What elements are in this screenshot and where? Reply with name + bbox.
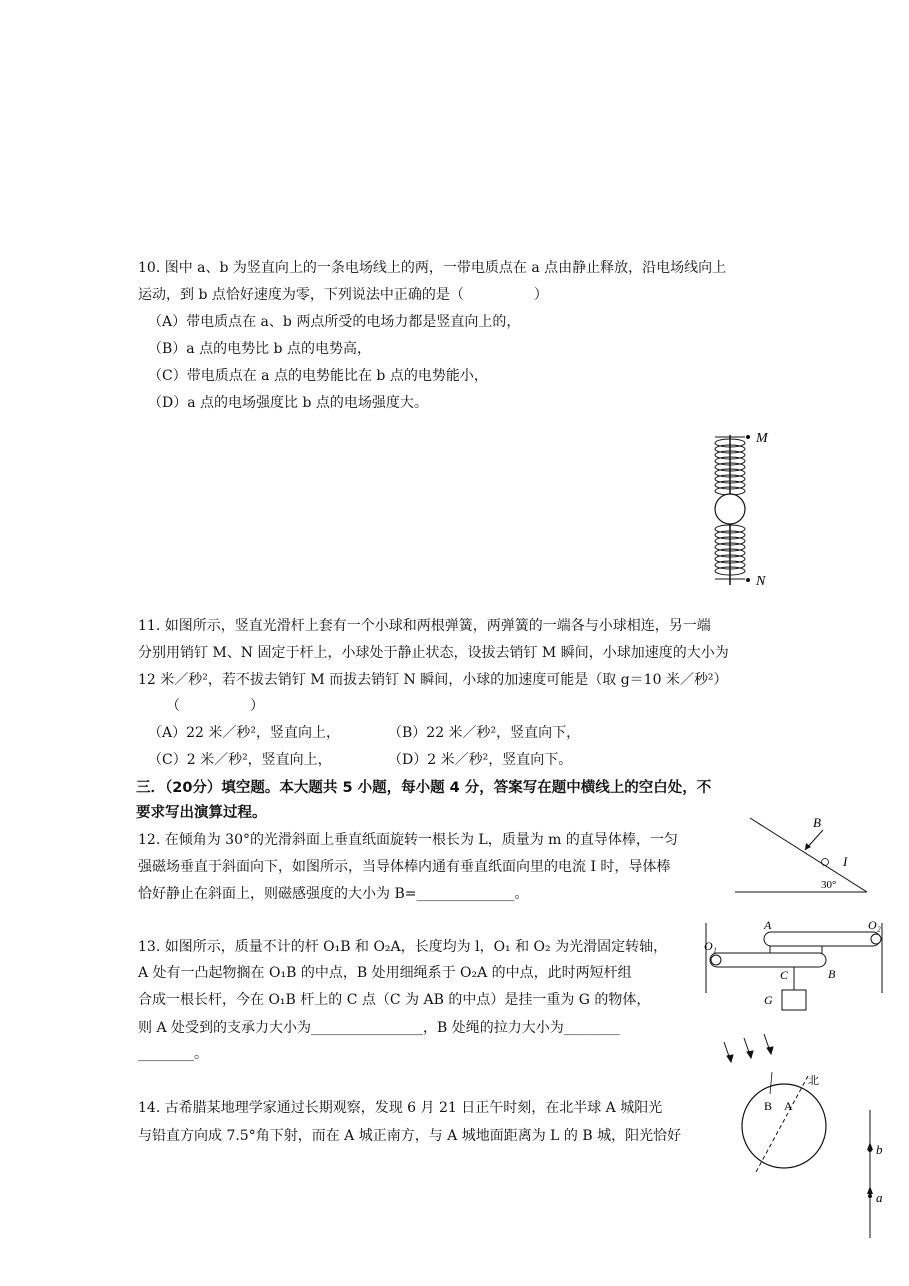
q10-option-a: （A）带电质点在 a、b 两点所受的电场力都是竖直向上的， (148, 314, 521, 330)
q11-line-2: 分别用销钉 M、N 固定于杆上，小球处于静止状态，设拔去销钉 M 瞬间，小球加速度的大小为 (138, 645, 729, 661)
q13-line-3: 合成一根长杆，今在 O₁B 杆上的 C 点（C 为 AB 的中点）是挂一重为 G 的物体， (138, 992, 651, 1008)
q10-option-b: （B）a 点的电势比 b 点的电势高， (148, 341, 371, 357)
label-current: I (843, 854, 848, 869)
label-m: M (756, 431, 768, 446)
q11-option-b: （B）22 米／秒²，竖直向下， (388, 725, 581, 741)
rod-o2a (764, 932, 880, 946)
q11-option-a: （A）22 米／秒²，竖直向上， (148, 725, 340, 741)
q10-line-2: 运动，到 b 点恰好速度为零，下列说法中正确的是（ ） (138, 287, 548, 303)
q11-option-d: （D）2 米／秒²，竖直向下。 (388, 752, 573, 768)
point-a (868, 1194, 872, 1198)
q10-option-d: （D）a 点的电场强度比 b 点的电场强度大。 (148, 395, 428, 411)
q10-line-1: 10. 图中 a、b 为竖直向上的一条电场线上的两，一带电质点在 a 点由静止释放，沿电场线向上 (138, 260, 727, 276)
sun-rays (724, 1034, 773, 1062)
label-point-a: a (876, 1190, 883, 1205)
label-a: A (764, 918, 772, 932)
conductor-icon (822, 859, 829, 866)
q12-line-1: 12. 在倾角为 30°的光滑斜面上垂直纸面旋转一根长为 L，质量为 m 的直导体棒，一匀 (138, 832, 678, 848)
q13-line-5: ________。 (138, 1046, 208, 1062)
label-c: C (780, 968, 789, 982)
label-b-city: B (764, 1099, 773, 1113)
q10-option-c: （C）带电质点在 a 点的电势能比在 b 点的电势能小， (148, 368, 488, 384)
section-3-heading-line-1: 三．（20分）填空题。本大题共 5 小题，每小题 4 分，答案写在题中横线上的空白处，不 (136, 780, 712, 796)
label-b-field: B (813, 815, 821, 830)
weight-box (782, 990, 806, 1010)
pin-n (746, 578, 750, 582)
label-north: 北 (808, 1075, 819, 1087)
label-point-b: b (876, 1142, 883, 1157)
earth-figure (718, 1032, 833, 1172)
spring-ball-figure (700, 425, 790, 595)
field-line-figure (858, 1110, 898, 1240)
pin-m (746, 435, 750, 439)
earth-circle (742, 1084, 826, 1168)
q14-line-1: 14. 古希腊某地理学家通过长期观察，发现 6 月 21 日正午时刻，在北半球 A 城阳光 (138, 1100, 663, 1116)
q13-line-1: 13. 如图所示，质量不计的杆 O₁B 和 O₂A，长度均为 l，O₁ 和 O₂ 为光滑固定转轴， (138, 939, 668, 955)
rods-figure (702, 918, 887, 1028)
q11-option-c: （C）2 米／秒²，竖直向上， (148, 752, 332, 768)
label-o2: O₂ (868, 918, 881, 932)
rod-o1b (710, 953, 826, 967)
q11-line-1: 11. 如图所示，竖直光滑杆上套有一个小球和两根弹簧，两弹簧的一端各与小球相连，另一端 (138, 618, 711, 634)
q11-line-4: （ ） (166, 698, 264, 714)
q12-line-2: 强磁场垂直于斜面向下，如图所示，当导体棒内通有垂直纸面向里的电流 I 时，导体棒 (138, 859, 671, 875)
q12-line-3: 恰好静止在斜面上，则磁感强度的大小为 B=______________。 (138, 886, 529, 902)
label-g: G (764, 993, 773, 1007)
ball (715, 494, 745, 524)
q11-line-3: 12 米／秒²，若不拔去销钉 M 而拔去销钉 N 瞬间，小球的加速度可能是（取 g＝10 米／秒²） (138, 672, 728, 688)
q13-line-4: 则 A 处受到的支承力大小为________________，B 处绳的拉力大小为________ (138, 1020, 620, 1036)
label-n: N (756, 574, 766, 589)
point-b (868, 1148, 872, 1152)
q14-line-2: 与铅直方向成 7.5°角下射，而在 A 城正南方，与 A 城地面距离为 L 的 B 城，阳光恰好 (138, 1128, 682, 1144)
q13-line-2: A 处有一凸起物搁在 O₁B 的中点，B 处用细绳系于 O₂A 的中点，此时两短杆组 (138, 965, 632, 981)
label-o1: O₁ (704, 939, 717, 953)
label-b: B (828, 967, 836, 981)
section-3-heading-line-2: 要求写出演算过程。 (136, 805, 267, 821)
label-a-city: A (784, 1099, 793, 1113)
incline-figure (735, 810, 875, 900)
label-angle: 30° (821, 879, 837, 891)
